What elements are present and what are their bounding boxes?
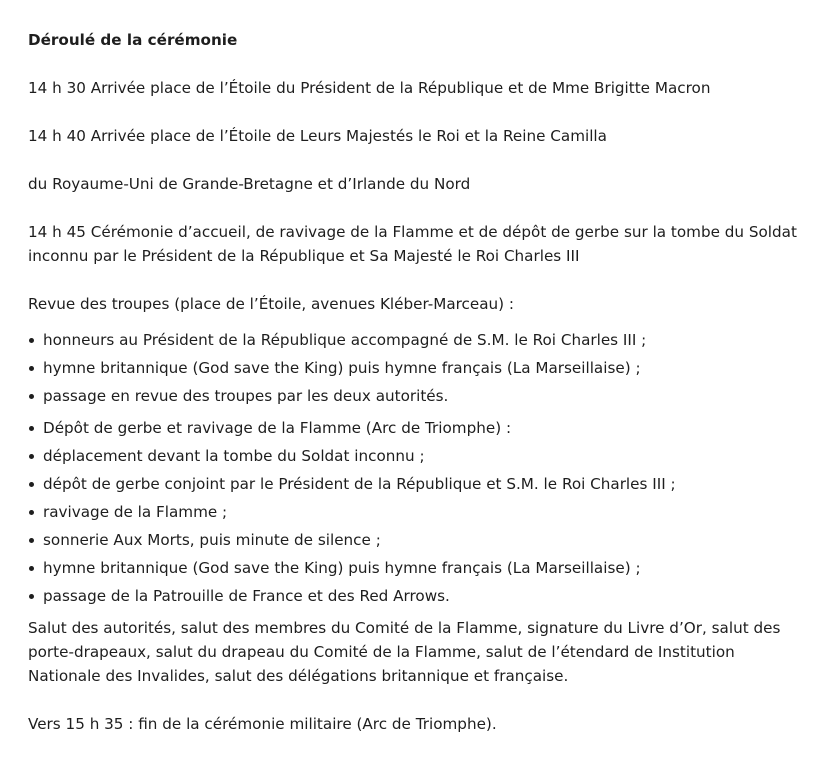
list-item bbox=[28, 556, 806, 580]
bullet-icon bbox=[29, 510, 34, 515]
list-item-text: Dépôt de gerbe et ravivage de la Flamme (Arc de Triomphe) : bbox=[43, 419, 512, 437]
list-item bbox=[28, 384, 806, 408]
list-item bbox=[28, 528, 806, 552]
paragraph-end-ceremony: Vers 15 h 35 : fin de la cérémonie militaire (Arc de Triomphe). bbox=[28, 715, 497, 733]
list-item-text: sonnerie Aux Morts, puis minute de silence ; bbox=[43, 531, 381, 549]
list-item bbox=[28, 356, 806, 380]
bullet-icon bbox=[29, 394, 34, 399]
list-item bbox=[28, 584, 806, 608]
list-item bbox=[28, 328, 806, 352]
list-item-text: déplacement devant la tombe du Soldat inconnu ; bbox=[43, 447, 425, 465]
bullet-icon bbox=[29, 566, 34, 571]
paragraph-welcome-ceremony: 14 h 45 Cérémonie d’accueil, de ravivage de la Flamme et de dépôt de gerbe sur la tombe du Soldat inconnu par le Président de la République et Sa Majesté le Roi Charles III bbox=[28, 223, 797, 265]
bullet-icon bbox=[29, 594, 34, 599]
bullet-icon bbox=[29, 426, 34, 431]
ceremony-heading: Déroulé de la cérémonie bbox=[28, 31, 238, 49]
list-item bbox=[28, 500, 806, 524]
list-item-text: passage en revue des troupes par les deux autorités. bbox=[43, 387, 449, 405]
bullet-icon bbox=[29, 482, 34, 487]
bullet-icon bbox=[29, 538, 34, 543]
troop-review-list bbox=[28, 328, 806, 408]
list-item-text: honneurs au Président de la République accompagné de S.M. le Roi Charles III ; bbox=[43, 331, 647, 349]
list-item bbox=[28, 416, 806, 440]
list-item-text: hymne britannique (God save the King) puis hymne français (La Marseillaise) ; bbox=[43, 359, 641, 377]
list-item-text: dépôt de gerbe conjoint par le Président de la République et S.M. le Roi Charles III ; bbox=[43, 475, 676, 493]
paragraph-arrival-president: 14 h 30 Arrivée place de l’Étoile du Président de la République et de Mme Brigitte Macron bbox=[28, 79, 711, 97]
paragraph-arrival-king: 14 h 40 Arrivée place de l’Étoile de Leurs Majestés le Roi et la Reine Camilla bbox=[28, 127, 607, 145]
paragraph-united-kingdom: du Royaume-Uni de Grande-Bretagne et d’Irlande du Nord bbox=[28, 175, 471, 193]
paragraph-troop-review: Revue des troupes (place de l’Étoile, avenues Kléber-Marceau) : bbox=[28, 295, 515, 313]
wreath-laying-list bbox=[28, 416, 806, 608]
bullet-icon bbox=[29, 366, 34, 371]
list-item-text: passage de la Patrouille de France et des Red Arrows. bbox=[43, 587, 450, 605]
list-item bbox=[28, 472, 806, 496]
list-item-text: hymne britannique (God save the King) puis hymne français (La Marseillaise) ; bbox=[43, 559, 641, 577]
list-item-text: ravivage de la Flamme ; bbox=[43, 503, 228, 521]
bullet-icon bbox=[29, 338, 34, 343]
list-item bbox=[28, 444, 806, 468]
paragraph-salutes: Salut des autorités, salut des membres du Comité de la Flamme, signature du Livre d’Or, salut des porte-drapeaux, salut du drapeau du Comité de la Flamme, salut de l’étendard de Institution Nationale des Invalides, salut des délégations britannique et française. bbox=[28, 619, 781, 685]
bullet-icon bbox=[29, 454, 34, 459]
